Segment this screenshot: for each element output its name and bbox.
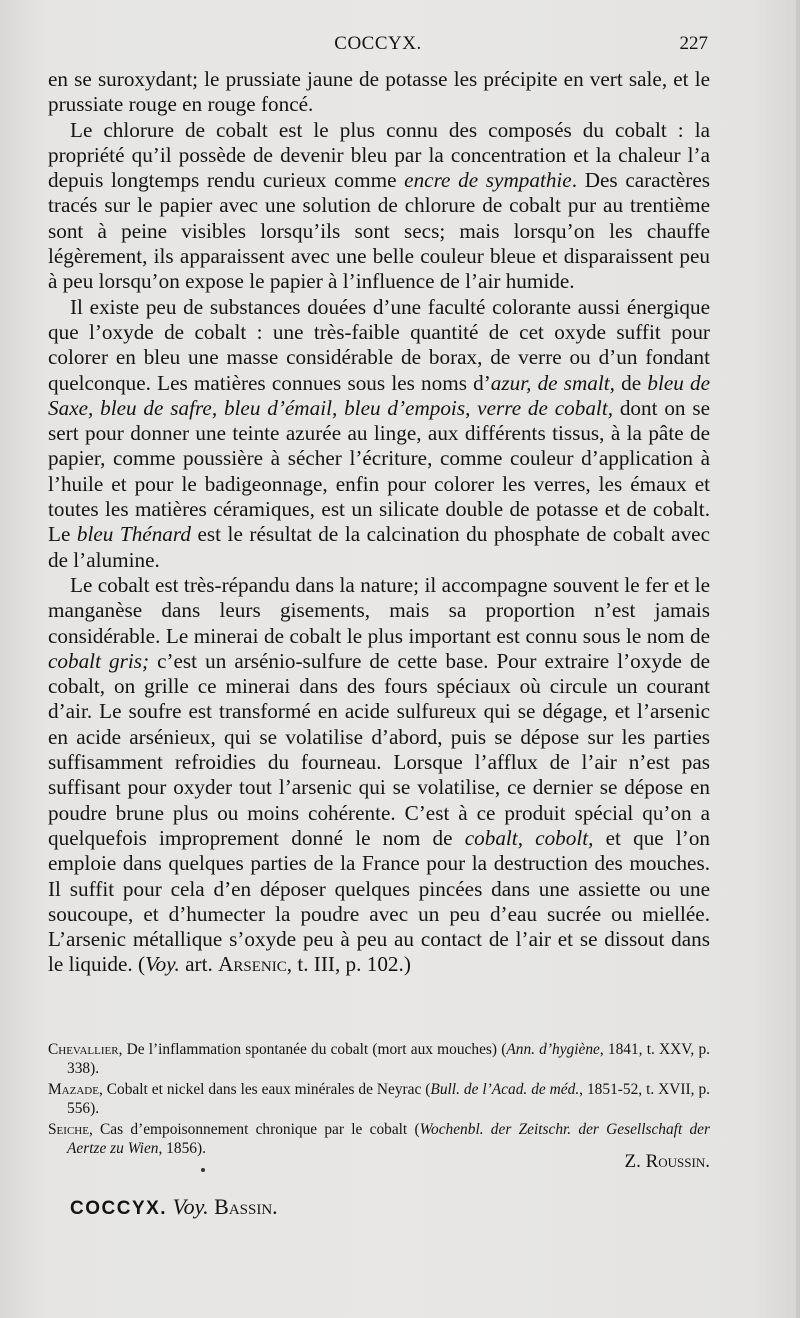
reference-author: Chevallier <box>48 1041 119 1058</box>
italic-term: Voy. <box>145 952 180 977</box>
italic-term: encre de sympathie <box>404 168 572 193</box>
italic-term: azur, de smalt, <box>490 370 615 395</box>
paragraph-4: Le cobalt est très-répandu dans la nature; il accompagne souvent le fer et le manganèse dans leurs gisements, mais sa proportion n’est jamais considérable. Le minerai de cobalt le plus important est connu sous le nom de cobalt gris; c’est un arsénio-sulfure de cette base. Pour extraire l’oxyde de cobalt, on grille ce minerai dans des fours spéciaux où circule un courant d’air. Le soufre est transformé en acide sulfureux qui se dégage, et l’arsenic en acide arsénieux, qui se volatilise d’abord, puis se dépose sur les parties suffisamment refroidies du fourneau. Lorsque l’afflux de l’air n’est pas suffisant pour oxyder tout l’arsenic qui se volatilise, ce dernier se dépose en poudre brune plus ou moins cohérente. C’est à ce produit spécial qu’on a quelquefois improprement donné le nom de cobalt, cobolt, et que l’on emploie dans quelques parties de la France pour la destruction des mouches. Il suffit pour cela d’en déposer quelques pincées dans une assiette ou une soucoupe, et d’humecter la poudre avec un peu d’eau sucrée ou miellée. L’arsenic métallique s’oxyde peu à peu au contact de l’air et se dissout dans le liquide. (Voy. art. Arsenic, t. III, p. 102.) <box>48 572 711 977</box>
next-entry: COCCYX. Voy. Bassin. <box>70 1194 278 1219</box>
reference-author: Mazade <box>48 1081 99 1098</box>
reference-journal: Ann. d’hygiène <box>506 1041 600 1058</box>
ink-dot <box>201 1168 205 1172</box>
italic-term: cobalt gris; <box>48 648 150 673</box>
entry-headword: COCCYX. <box>70 1198 168 1219</box>
bibliography <box>48 1040 710 1160</box>
page-header <box>48 33 708 63</box>
reference-journal: Wochenbl. der Zeitschr. der Gesellschaft der Aertze zu Wien <box>67 1121 710 1157</box>
cross-reference: Arsenic <box>218 952 287 977</box>
paragraph-3: Il existe peu de substances douées d’une faculté colorante aussi énergique que l’oxyde de cobalt : une très-faible quantité de cet oxyde suffit pour colorer en bleu une masse considérable de borax, de verre ou d’un fondant quelconque. Les matières connues sous les noms d’azur, de smalt, de bleu de Saxe, bleu de safre, bleu d’émail, bleu d’empois, verre de cobalt, dont on se sert pour donner une teinte azurée au linge, aux différents tissus, à la pâte de papier, comme poussière à sécher l’écriture, comme couleur d’application à l’huile et pour le badigeonnage, enfin pour colorer les verres, les émaux et toutes les matières céramiques, est un silicate double de potasse et de cobalt. Le bleu Thénard est le résultat de la calcination du phosphate de cobalt avec de l’alumine. <box>48 294 710 572</box>
paragraph-2: Le chlorure de cobalt est le plus connu des composés du cobalt : la propriété qu’il possède de devenir bleu par la concentration et la chaleur l’a depuis longtemps rendu curieux comme encre de sympathie. Des caractères tracés sur le papier avec une solution de chlorure de cobalt pur au trentième sont à peine visibles lorsqu’ils sont secs; mais lorsqu’on les chauffe légèrement, ils apparaissent avec une belle couleur bleue et disparaissent peu à peu lorsqu’on expose le papier à l’influence de l’air humide. <box>48 117 711 294</box>
reference-item: Mazade, Cobalt et nickel dans les eaux minérales de Neyrac (Bull. de l’Acad. de méd., 1851-52, t. XVII, p. 556). <box>48 1081 710 1117</box>
page-edge <box>796 0 800 1318</box>
see-label: Voy. <box>172 1194 209 1219</box>
reference-item: Chevallier, De l’inflammation spontanée du cobalt (mort aux mouches) (Ann. d’hygiène, 1841, t. XXV, p. 338). <box>48 1041 710 1077</box>
italic-term: cobalt, cobolt, <box>464 825 594 850</box>
running-title: COCCYX. <box>334 33 422 54</box>
paragraph-1: en se suroxydant; le prussiate jaune de potasse les précipite en vert sale, et le prussiate rouge en rouge foncé. <box>48 67 710 117</box>
reference-item: Seiche, Cas d’empoisonnement chronique par le cobalt (Wochenbl. der Zeitschr. der Gesellschaft der Aertze zu Wien, 1856). <box>48 1121 710 1157</box>
article-body <box>48 67 710 978</box>
italic-term: bleu de Saxe, bleu de safre, bleu d’émail, bleu d’empois, verre de cobalt, <box>48 370 710 420</box>
cross-reference: Bassin <box>214 1194 273 1219</box>
page-number: 227 <box>679 33 708 54</box>
author-signature: Z. Roussin. <box>624 1151 710 1172</box>
reference-journal: Bull. de l’Acad. de méd. <box>430 1081 580 1098</box>
reference-author: Seiche <box>48 1121 89 1138</box>
italic-term: bleu Thénard <box>76 522 191 547</box>
